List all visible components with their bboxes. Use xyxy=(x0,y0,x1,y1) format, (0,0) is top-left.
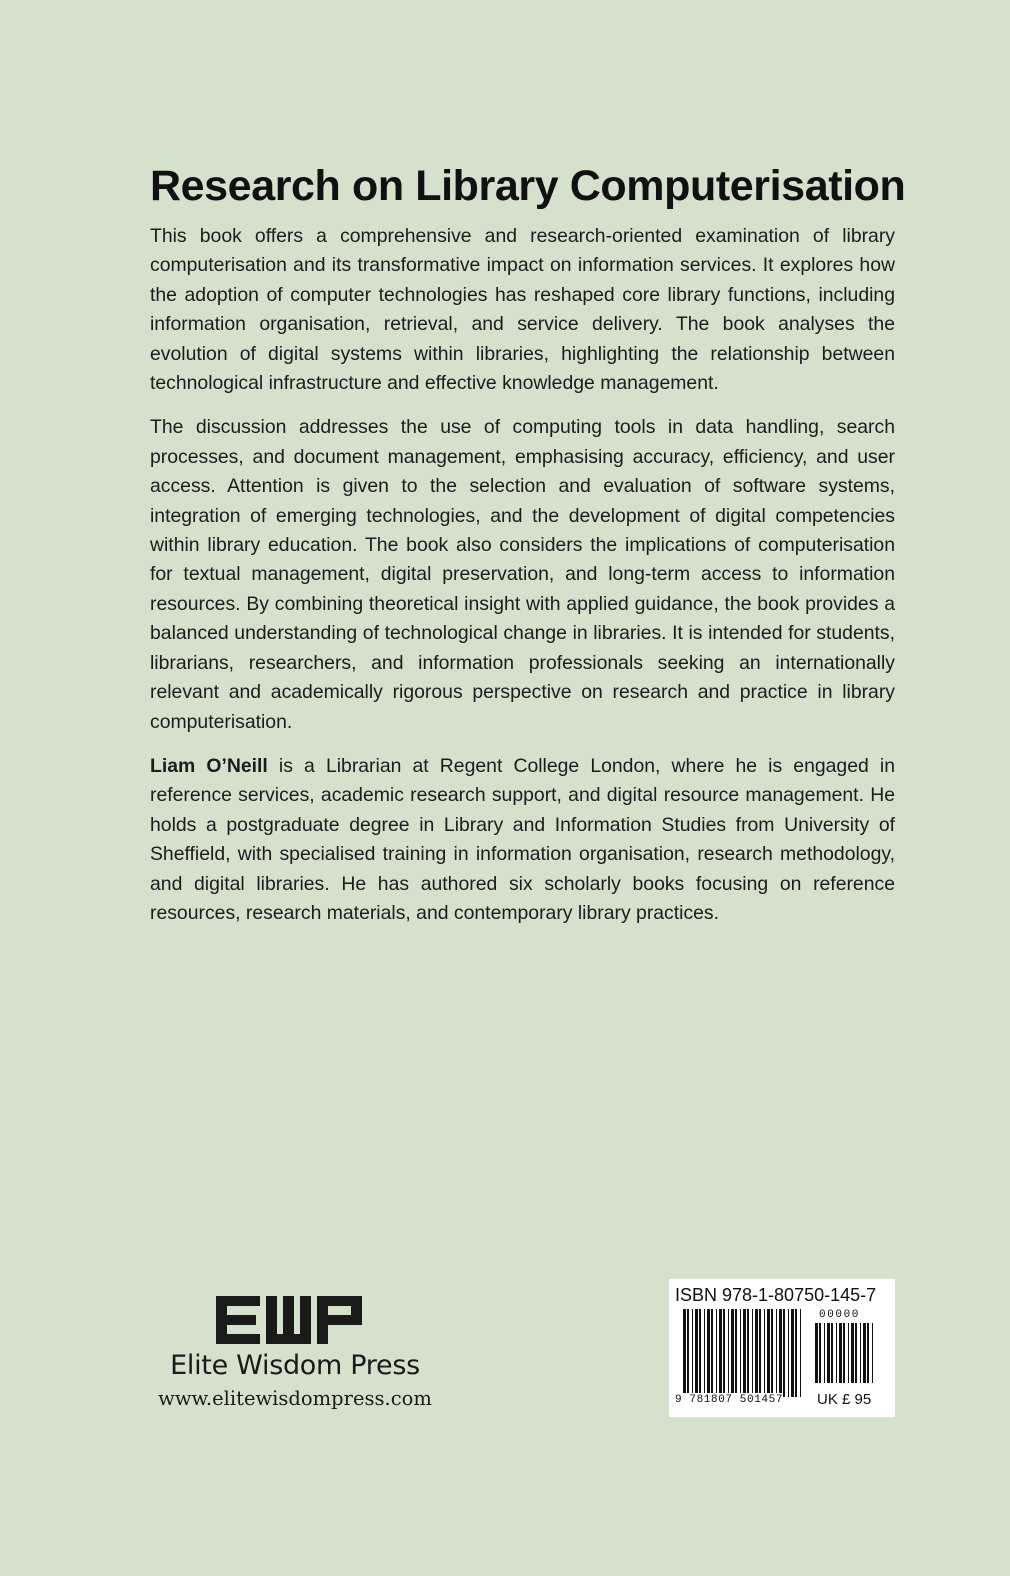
barcode-addon-digits: 00000 xyxy=(819,1309,861,1321)
barcode-bar xyxy=(824,1323,825,1383)
barcode-bar xyxy=(843,1323,845,1383)
barcode-bar xyxy=(783,1309,785,1397)
barcode-bar xyxy=(759,1309,761,1397)
isbn-label: ISBN 978-1-80750-145-7 xyxy=(675,1285,877,1305)
barcode-bar xyxy=(728,1309,729,1397)
author-name: Liam O’Neill xyxy=(150,754,268,777)
barcode-bar xyxy=(707,1309,710,1397)
barcode-bar xyxy=(815,1323,818,1383)
barcode-bar xyxy=(716,1309,717,1397)
barcode-bar xyxy=(827,1323,830,1383)
barcode-bar xyxy=(800,1309,801,1397)
barcode-bar xyxy=(740,1309,741,1397)
barcode-bar xyxy=(839,1323,842,1383)
barcode-bar xyxy=(731,1309,734,1397)
barcode-bar xyxy=(836,1323,837,1383)
barcode-bar xyxy=(851,1323,854,1383)
barcode-bar xyxy=(788,1309,789,1397)
barcode-bar xyxy=(767,1309,770,1397)
author-bio xyxy=(150,752,895,928)
barcode-bar xyxy=(747,1309,749,1397)
barcode-digits: 9 781807 501457 xyxy=(675,1394,784,1406)
publisher-logo xyxy=(216,1293,364,1347)
barcode-bar xyxy=(683,1309,686,1397)
barcode-bar xyxy=(719,1309,722,1397)
barcode-bar xyxy=(699,1309,701,1397)
barcode-bar xyxy=(692,1309,693,1397)
blurb-paragraph-2: The discussion addresses the use of computing tools in data handling, search processes, and document management, emphasising accuracy, efficiency, and user access. Attention is given to the selection and evaluation of software systems, integration of emerging technologies, and the development of digital competencies within library education. The book also considers the implications of computerisation for textual management, digital preservation, and long-term access to information resources. By combining theoretical insight with applied guidance, the book provides a balanced understanding of technological change in libraries. It is intended for students, librarians, researchers, and information professionals seeking an internationally relevant and academically rigorous perspective on research and practice in library computerisation. xyxy=(150,416,895,733)
barcode-bar xyxy=(779,1309,782,1397)
publisher-name: Elite Wisdom Press xyxy=(170,1350,420,1381)
barcode-bar xyxy=(755,1309,758,1397)
barcode-bar xyxy=(711,1309,713,1397)
barcode-bar xyxy=(855,1323,857,1383)
author-bio-text: is a Librarian at Regent College London, where he is engaged in reference services, academic research support, and digital resource management. He holds a postgraduate degree in Library and Information Studies from University of Sheffield, with specialised training in information organisation, research methodology, and digital libraries. He has authored six scholarly books focusing on reference resources, research materials, and contemporary library practices. xyxy=(150,754,895,924)
blurb-paragraph-1: This book offers a comprehensive and research-oriented examination of library computerisation and its transformative impact on information services. It explores how the adoption of computer technologies has reshaped core library functions, including information organisation, retrieval, and service delivery. The book analyses the evolution of digital systems within libraries, highlighting the relationship between technological infrastructure and effective knowledge management. xyxy=(150,225,895,395)
barcode-bar xyxy=(860,1323,861,1383)
blurb xyxy=(150,222,895,928)
barcode-bar xyxy=(771,1309,773,1397)
publisher-url: www.elitewisdompress.com xyxy=(158,1387,432,1410)
publisher-block xyxy=(150,1293,440,1418)
barcode-bar xyxy=(687,1309,689,1397)
barcode-bar xyxy=(776,1309,777,1397)
barcode-bar xyxy=(867,1323,869,1383)
barcode-bar xyxy=(752,1309,753,1397)
price-label: UK £ 95 xyxy=(817,1391,872,1408)
barcode-bar xyxy=(795,1309,797,1397)
barcode-bar xyxy=(764,1309,765,1397)
barcode-bar xyxy=(872,1323,873,1383)
isbn-barcode xyxy=(669,1279,895,1417)
barcode-bar xyxy=(743,1309,746,1397)
barcode-bar xyxy=(735,1309,737,1397)
book-title: Research on Library Computerisation xyxy=(150,162,906,210)
barcode-bar xyxy=(695,1309,698,1397)
barcode-bar xyxy=(723,1309,725,1397)
barcode-bar xyxy=(819,1323,821,1383)
barcode-bar xyxy=(831,1323,833,1383)
barcode-bar xyxy=(791,1309,794,1397)
barcode-bar xyxy=(863,1323,866,1383)
barcode-bar xyxy=(848,1323,849,1383)
barcode-bar xyxy=(704,1309,705,1397)
